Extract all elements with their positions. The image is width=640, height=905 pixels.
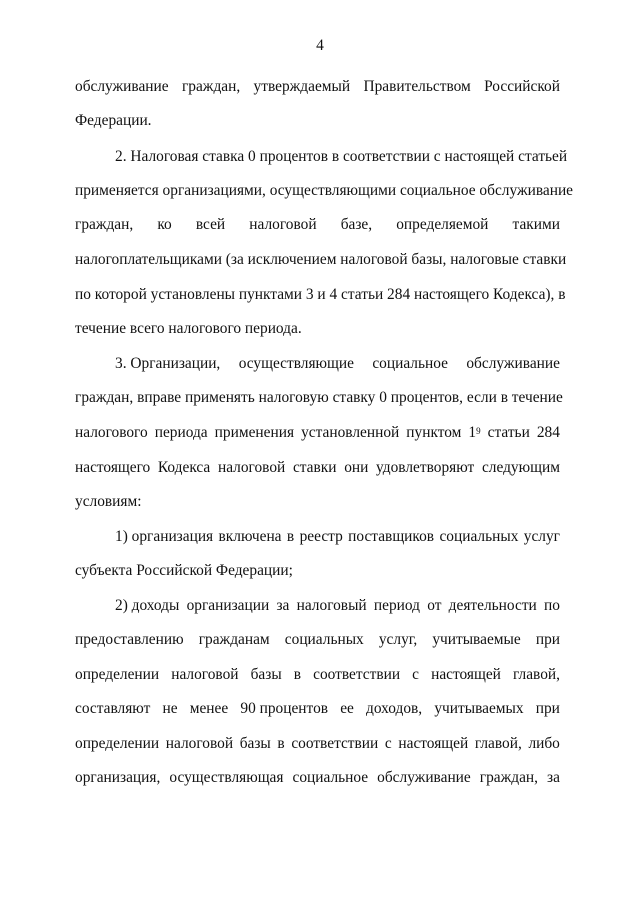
word: организации (186, 597, 270, 614)
word: налоговый (296, 597, 367, 614)
text-line-8: течение всего налогового периода. (75, 320, 302, 337)
word: определении (75, 666, 160, 683)
word: обслуживание (466, 355, 560, 372)
word: не (162, 700, 178, 717)
word: гражданам (198, 631, 270, 648)
word: менее (189, 700, 229, 717)
word: базы (250, 666, 282, 683)
word: Кодекса (157, 459, 211, 476)
word: за (276, 597, 290, 614)
text-line-18 (75, 664, 560, 686)
word: учитываемые (432, 631, 521, 648)
text-line-16 (115, 595, 560, 617)
word: налоговой (165, 735, 234, 752)
text-line-15: субъекта Российской Федерации; (75, 562, 293, 579)
word: от (427, 597, 442, 614)
word: следующим (481, 459, 560, 476)
word: с (384, 735, 392, 752)
word: обслуживание (377, 769, 471, 786)
word: они (344, 459, 369, 476)
word: 2) доходы (115, 597, 180, 614)
text-line-20 (75, 733, 560, 755)
l11-word: статьи (487, 424, 530, 441)
word: услуг (523, 528, 560, 545)
word: предоставлению (75, 631, 184, 648)
text-line-19 (75, 698, 560, 720)
text-line-10: граждан, вправе применять налоговую ставку 0 процентов, если в течение (75, 389, 563, 406)
word: при (535, 631, 560, 648)
word: ее (340, 700, 354, 717)
word: 1) организация (115, 528, 214, 545)
word: социальных (284, 631, 364, 648)
superscript-index: 9 (476, 426, 481, 436)
word: организация, (75, 769, 161, 786)
l11-word: 284 (536, 424, 560, 441)
word: осуществляющая (169, 769, 284, 786)
word: социальное (372, 355, 448, 372)
text-line-12 (75, 457, 560, 479)
l11-word: применения (214, 424, 295, 441)
word: налоговой (171, 666, 239, 683)
word: за (547, 769, 560, 786)
text-line-13: условиям: (75, 493, 142, 510)
word: осуществляющие (238, 355, 354, 372)
word: включена (218, 528, 282, 545)
word: услуг, (378, 631, 418, 648)
word: Российской (484, 78, 560, 95)
word: главой, (513, 666, 560, 683)
word: налоговой (249, 216, 317, 233)
text-line-14 (115, 526, 560, 548)
word: базы (239, 735, 271, 752)
page-number: 4 (316, 37, 324, 54)
text-line-21 (75, 767, 560, 789)
text-line-11 (75, 422, 560, 444)
word: поставщиков (348, 528, 435, 545)
word: 3. Организации, (115, 355, 221, 372)
word: граждан, (181, 78, 241, 95)
text-line-7: по которой установлены пунктами 3 и 4 статьи 284 настоящего Кодекса), в (75, 286, 566, 303)
l11-word: пунктом (406, 424, 462, 441)
word: в (286, 528, 295, 545)
word: в (277, 735, 285, 752)
text-line-3: 2. Налоговая ставка 0 процентов в соответствии с настоящей статьей (115, 148, 568, 165)
word: базе, (340, 216, 373, 233)
word: главой, (474, 735, 522, 752)
text-line-5 (75, 214, 560, 236)
article-reference: $1^9$ (468, 424, 481, 441)
word: социальное (292, 769, 369, 786)
word: Правительством (363, 78, 471, 95)
word: граждан, (75, 216, 134, 233)
word: удовлетворяют (376, 459, 475, 476)
word: реестр (299, 528, 343, 545)
text-line-4: применяется организациями, осуществляющими социальное обслуживание (75, 182, 574, 199)
word: определяемой (396, 216, 489, 233)
word: настоящей (431, 666, 501, 683)
word: настоящего (75, 459, 151, 476)
word: социальных (439, 528, 519, 545)
text-line-9 (115, 353, 560, 375)
word: с (412, 666, 420, 683)
word: ко (157, 216, 172, 233)
word: деятельности (448, 597, 537, 614)
word: настоящей (398, 735, 469, 752)
l11-word: периода (154, 424, 208, 441)
text-line-17 (75, 629, 560, 651)
word: в (293, 666, 302, 683)
word: такими (512, 216, 560, 233)
word: обслуживание (75, 78, 169, 95)
text-line-2: Федерации. (75, 112, 152, 129)
l11-word: налогового (75, 424, 148, 441)
word: период (373, 597, 420, 614)
word: учитываемых (434, 700, 524, 717)
text-line-1 (75, 76, 560, 98)
l11-word: установленной (301, 424, 400, 441)
word: всей (195, 216, 226, 233)
word: либо (528, 735, 560, 752)
text-line-6: налогоплательщиками (за исключением налоговой базы, налоговые ставки (75, 251, 567, 268)
word: доходов, (366, 700, 423, 717)
word: граждан, (479, 769, 539, 786)
word: соответствии (313, 666, 401, 683)
word: определении (75, 735, 160, 752)
word: налоговой (217, 459, 286, 476)
word: при (535, 700, 560, 717)
word: соответствии (291, 735, 379, 752)
word: ставки (292, 459, 337, 476)
word: составляют (75, 700, 151, 717)
word: утверждаемый (253, 78, 351, 95)
word: 90 процентов (240, 700, 329, 717)
word: по (544, 597, 560, 614)
